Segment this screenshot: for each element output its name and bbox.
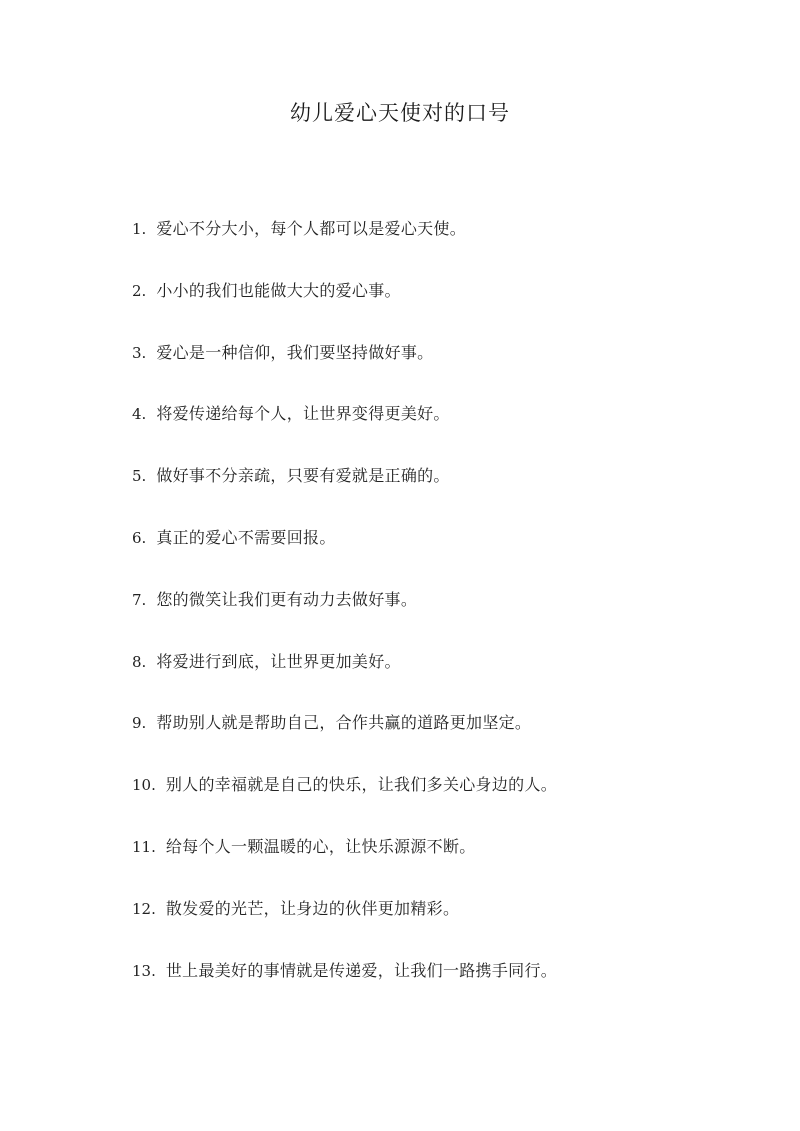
list-item-number: 8. xyxy=(132,652,147,671)
list-item-text: 给每个人一颗温暖的心，让快乐源源不断。 xyxy=(165,836,476,856)
list-item-text: 爱心是一种信仰，我们要坚持做好事。 xyxy=(156,342,434,362)
list-item xyxy=(132,956,752,1018)
list-item xyxy=(132,399,752,461)
list-item-number: 7. xyxy=(132,590,147,609)
list-item-text: 散发爱的光芒，让身边的伙伴更加精彩。 xyxy=(165,898,460,918)
list-item xyxy=(132,585,752,647)
list-item-number: 6. xyxy=(132,528,147,547)
list-item xyxy=(132,647,752,709)
list-item-number: 12. xyxy=(132,899,156,918)
list-item-text: 小小的我们也能做大大的爱心事。 xyxy=(156,280,401,300)
list-item-text: 将爱进行到底，让世界更加美好。 xyxy=(156,651,401,671)
slogan-list xyxy=(132,214,752,1017)
list-item-number: 9. xyxy=(132,714,147,733)
list-item-number: 11. xyxy=(132,837,156,856)
list-item xyxy=(132,708,752,770)
list-item-text: 您的微笑让我们更有动力去做好事。 xyxy=(156,589,418,609)
list-item xyxy=(132,276,752,338)
list-item-number: 2. xyxy=(132,281,147,300)
list-item xyxy=(132,770,752,832)
list-item-text: 帮助别人就是帮助自己，合作共赢的道路更加坚定。 xyxy=(156,713,532,733)
list-item xyxy=(132,338,752,400)
list-item-number: 3. xyxy=(132,343,147,362)
list-item-number: 10. xyxy=(132,776,156,795)
list-item-text: 做好事不分亲疏，只要有爱就是正确的。 xyxy=(156,466,450,486)
list-item xyxy=(132,214,752,276)
list-item-number: 5. xyxy=(132,467,147,486)
list-item xyxy=(132,461,752,523)
list-item xyxy=(132,832,752,894)
list-item-number: 13. xyxy=(132,961,156,980)
list-item-number: 4. xyxy=(132,405,147,424)
list-item xyxy=(132,894,752,956)
list-item-text: 世上最美好的事情就是传递爱，让我们一路携手同行。 xyxy=(165,960,558,980)
list-item-text: 真正的爱心不需要回报。 xyxy=(156,527,336,547)
page-title: 幼儿爱心天使对的口号 xyxy=(290,101,510,125)
list-item-text: 将爱传递给每个人，让世界变得更美好。 xyxy=(156,404,450,424)
list-item-number: 1. xyxy=(132,220,147,238)
list-item-text: 别人的幸福就是自己的快乐，让我们多关心身边的人。 xyxy=(165,775,558,795)
list-item-text: 爱心不分大小，每个人都可以是爱心天使。 xyxy=(156,219,467,238)
list-item xyxy=(132,523,752,585)
